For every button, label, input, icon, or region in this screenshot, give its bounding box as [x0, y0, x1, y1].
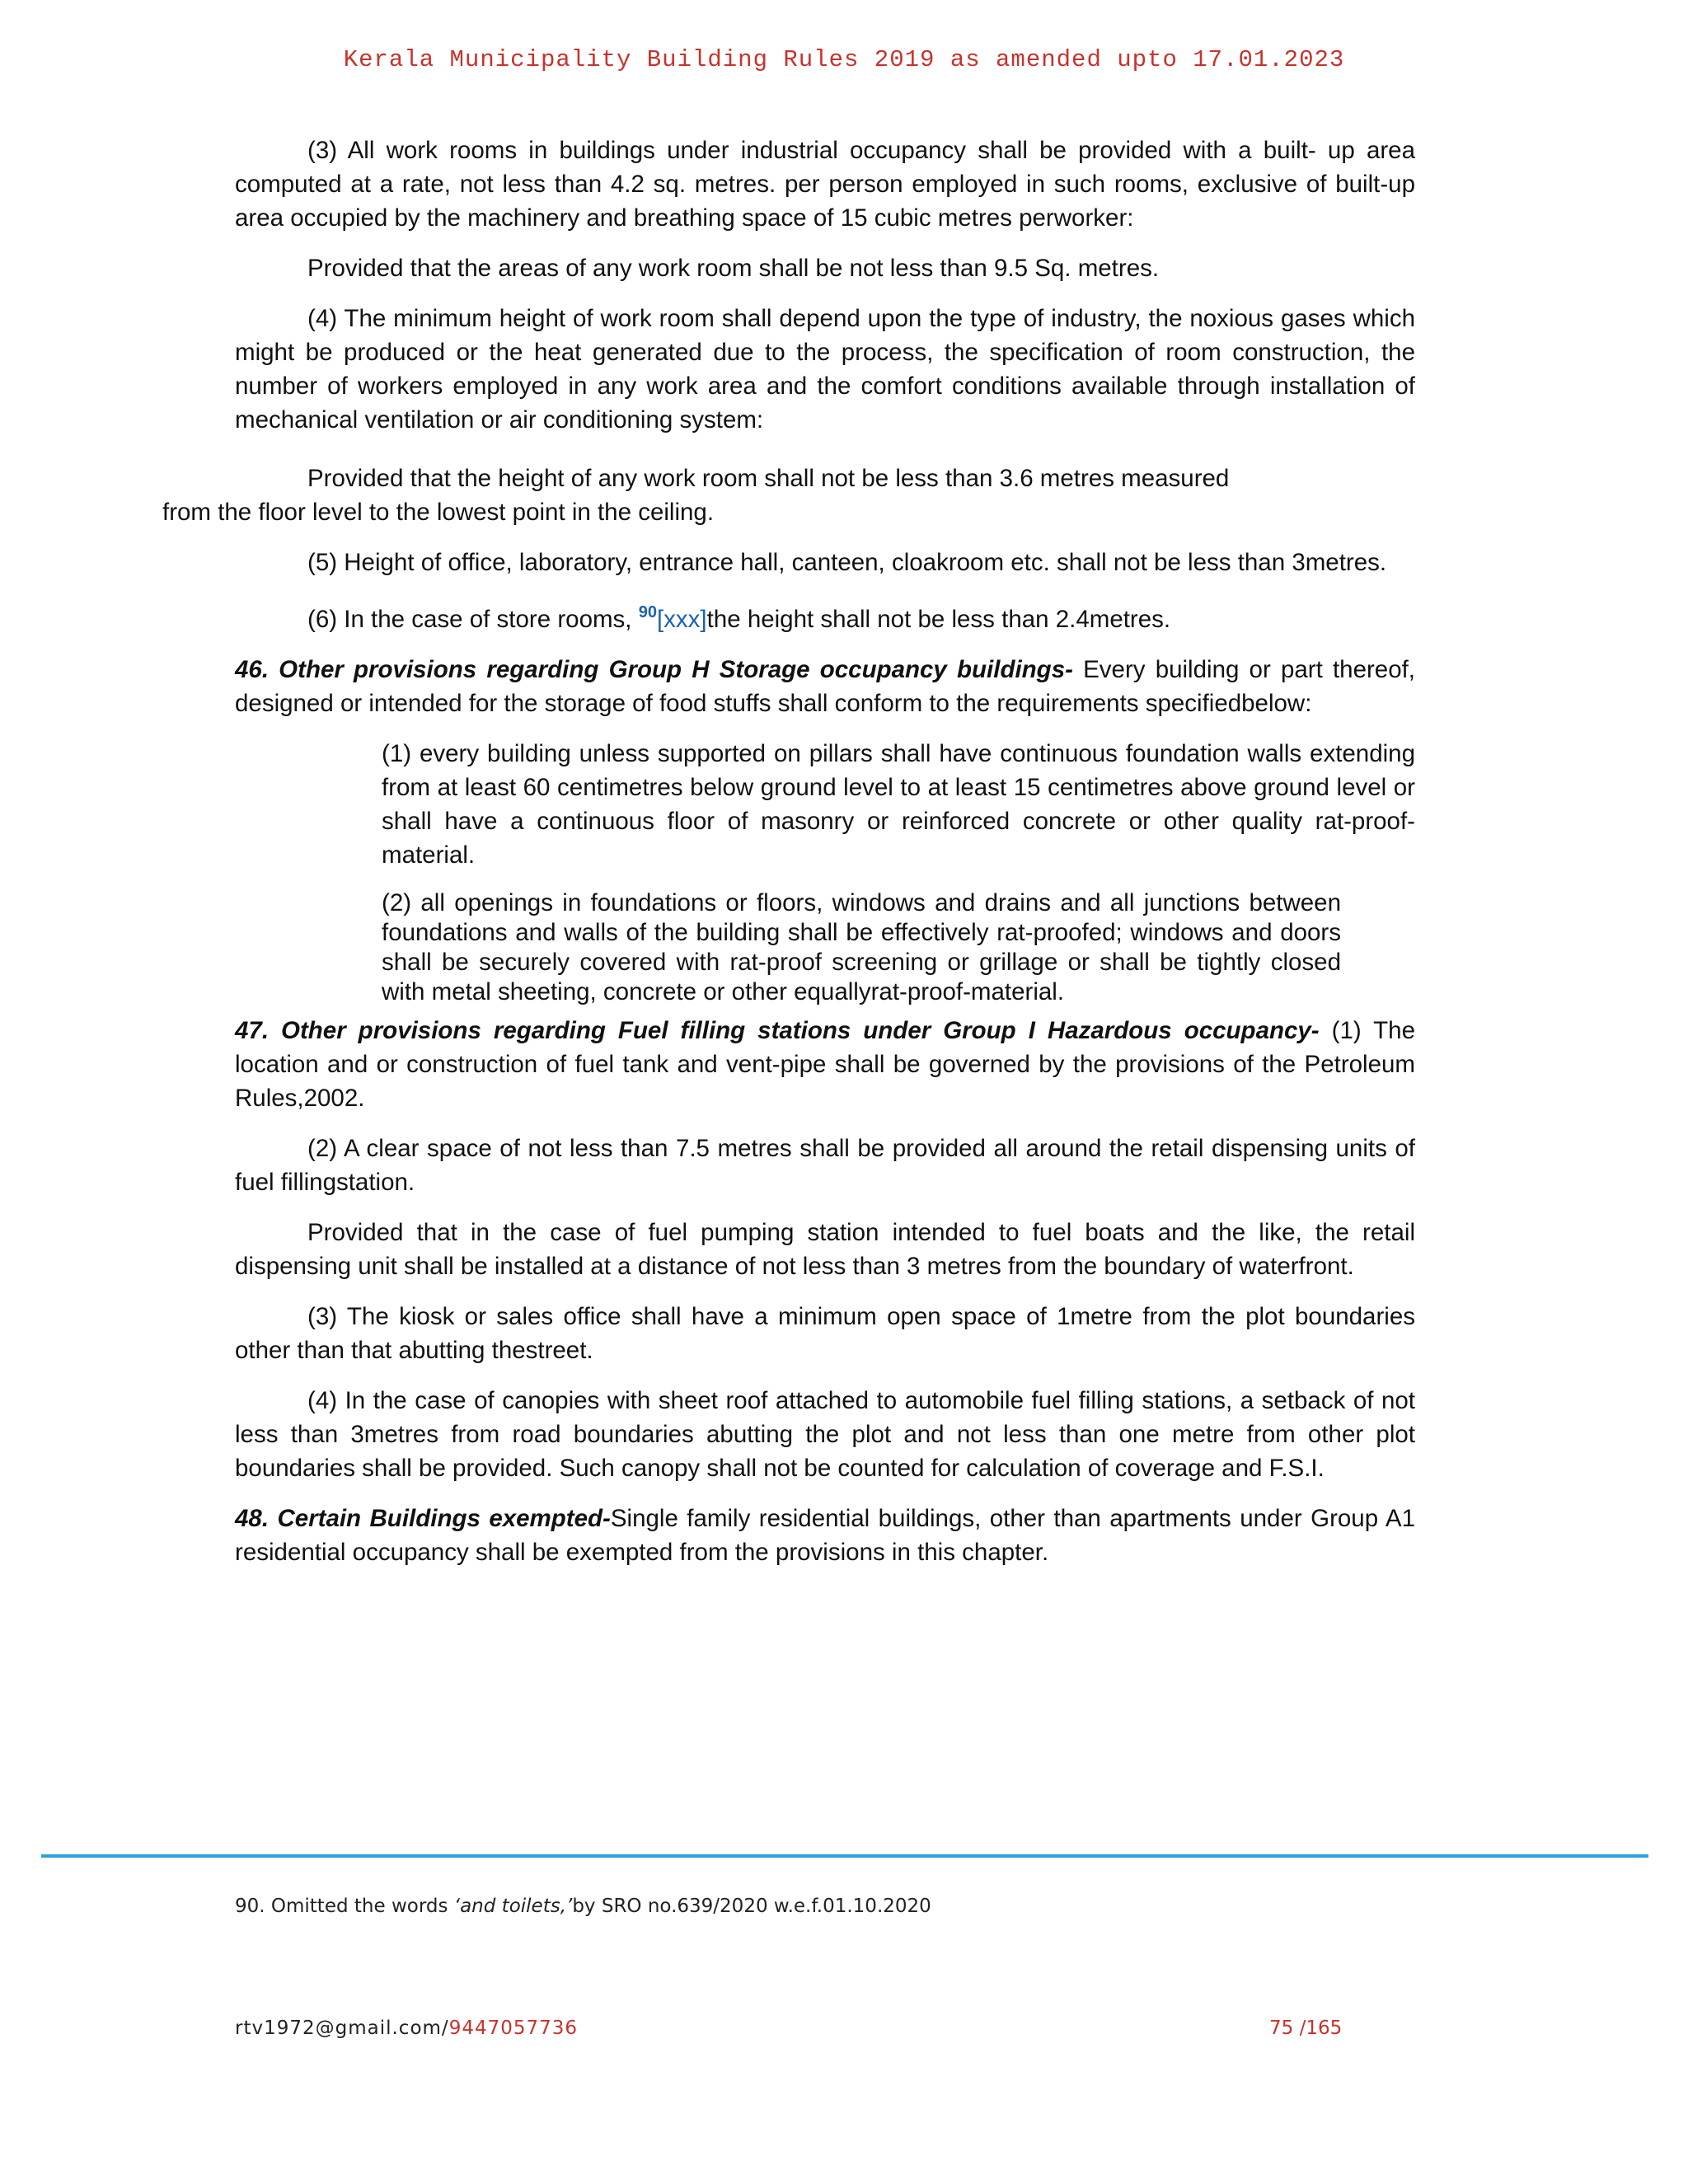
running-header: Kerala Municipality Building Rules 2019 as amended upto 17.01.2023 — [343, 46, 1345, 73]
para-6-text: (6) In the case of store rooms, — [307, 606, 639, 633]
footer-phone: 9447057736 — [448, 2018, 579, 2039]
footnote-marker[interactable]: 90 — [638, 603, 657, 621]
section-46-text: Every building or part thereof, designed or intended for the storage of food stuffs shall conform to the requirements specifiedbelow: — [235, 656, 1415, 717]
footnote-divider — [41, 1854, 1648, 1858]
section-46-clause-1: (1) every building unless supported on pillars shall have continuous foundation walls extending from at least 60 centimetres below ground level to at least 15 centimetres above ground level or shall have a continuous floor of masonry or reinforced concrete or other quality rat-proof-material. — [382, 740, 1415, 869]
section-46-clause-2: (2) all openings in foundations or floors, windows and drains and all junctions between foundations and walls of the building shall be effectively rat-proofed; windows and doors shall be securely covered with rat-proof screening or grillage or shall be tightly closed with metal sheeting, concrete or other equallyrat-proof-material. — [382, 889, 1341, 1005]
para-4-proviso — [162, 462, 1415, 529]
para-4: (4) The minimum height of work room shall depend upon the type of industry, the noxious gases which might be produced or the heat generated due to the process, the specification of room construction, the number of workers employed in any work area and the comfort conditions available through installation of mechanical ventilation or air conditioning system: — [235, 305, 1415, 434]
section-47-clause-4: (4) In the case of canopies with sheet roof attached to automobile fuel filling stations, a setback of not less than 3metres from road boundaries abutting the plot and not less than one metre from other plot boundaries shall be provided. Such canopy shall not be counted for calculation of coverage and F.S.I. — [235, 1387, 1415, 1482]
section-47-clause-3: (3) The kiosk or sales office shall have a minimum open space of 1metre from the plot boundaries other than that abutting thestreet. — [235, 1303, 1415, 1364]
section-48-heading: 48. Certain Buildings exempted- — [235, 1505, 611, 1532]
section-48-text: Single family residential buildings, other than apartments under Group A1 residential occupancy shall be exempted from the provisions in this chapter. — [235, 1505, 1415, 1566]
para-5: (5) Height of office, laboratory, entrance hall, canteen, cloakroom etc. shall not be less than 3metres. — [307, 549, 1387, 576]
page-body — [162, 134, 1415, 1586]
para-3: (3) All work rooms in buildings under industrial occupancy shall be provided with a built- up area computed at a rate, not less than 4.2 sq. metres. per person employed in such rooms, exclusive of built-up area occupied by the machinery and breathing space of 15 cubic metres perworker: — [235, 137, 1415, 232]
omitted-link[interactable]: [xxx] — [656, 606, 707, 633]
section-47-heading: 47. Other provisions regarding Fuel filling stations under Group I Hazardous occupancy- — [235, 1017, 1320, 1044]
footer-contact — [235, 2018, 578, 2039]
section-46 — [235, 653, 1415, 720]
section-46-heading: 46. Other provisions regarding Group H Storage occupancy buildings- — [235, 656, 1073, 683]
section-47-text: (1) The location and or construction of fuel tank and vent-pipe shall be governed by the provisions of the Petroleum Rules,2002. — [235, 1017, 1415, 1112]
footnote-prefix: 90. Omitted the words — [235, 1896, 454, 1917]
para-4-proviso-line2: from the floor level to the lowest point in the ceiling. — [162, 499, 715, 526]
footnote-quoted: ‘and toilets,’ — [453, 1896, 573, 1917]
section-47-clause-2-proviso: Provided that in the case of fuel pumping station intended to fuel boats and the like, the retail dispensing unit shall be installed at a distance of not less than 3 metres from the boundary of waterfront. — [235, 1219, 1415, 1280]
section-47 — [235, 1014, 1415, 1115]
para-6-text-end: the height shall not be less than 2.4metres. — [706, 606, 1171, 633]
footnote — [235, 1896, 931, 1917]
section-48 — [235, 1502, 1415, 1569]
page-number: 75 /165 — [1269, 2018, 1343, 2039]
footnote-suffix: by SRO no.639/2020 w.e.f.01.10.2020 — [572, 1896, 931, 1917]
section-47-clause-2: (2) A clear space of not less than 7.5 metres shall be provided all around the retail dispensing units of fuel fillingstation. — [235, 1135, 1415, 1196]
footer-email[interactable]: rtv1972@gmail.com/ — [235, 2018, 449, 2039]
para-6 — [235, 596, 1415, 636]
para-3-proviso: Provided that the areas of any work room shall be not less than 9.5 Sq. metres. — [307, 255, 1160, 282]
para-4-proviso-line1: Provided that the height of any work room shall not be less than 3.6 metres measured — [307, 465, 1230, 492]
